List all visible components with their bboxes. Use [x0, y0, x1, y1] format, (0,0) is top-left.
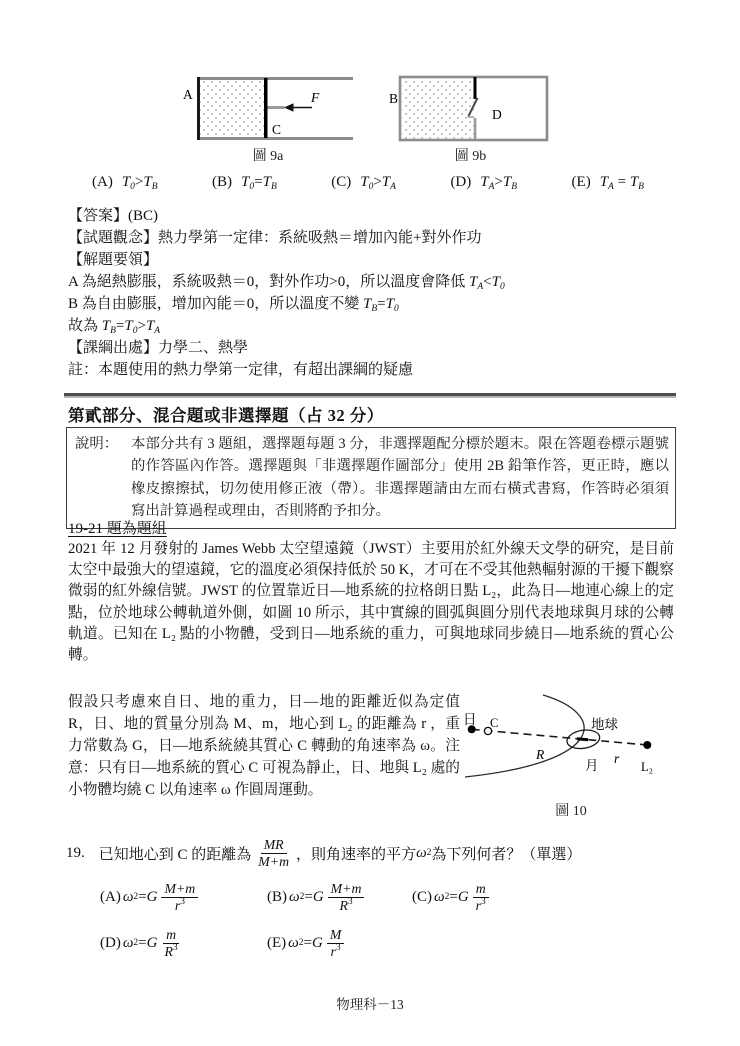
- gas-region-b: [403, 80, 475, 139]
- concept-line: 【試題觀念】熱力學第一定律：系統吸熱＝增加內能+對外作功: [68, 230, 482, 246]
- omega-symbol: ω: [416, 844, 427, 861]
- sun-earth-line: [472, 729, 648, 745]
- piston: [264, 78, 268, 138]
- q19-option-a: (A) ω 2 = G $\frac{M+m}{r^3}$: [100, 876, 202, 918]
- figure-9b-drawing: [388, 72, 553, 144]
- instruction-text: 本部分共有 3 題組，選擇題每題 3 分，非選擇題配分標於題末。限在答題卷標示題號的作答區內作答。選擇題與「非選擇題作圖部分」使用 2B 鉛筆作答，更正時，應以橡皮擦擦拭，切勿使用修正液（帶）。非選擇題請由左而右橫式書寫，作答時必須須寫出計算過程或理由，否則將酌予扣分。: [131, 436, 669, 519]
- label-distance-R: R: [536, 747, 545, 762]
- force-arrow-head: [284, 103, 294, 112]
- q9-options-row: [92, 174, 644, 191]
- l2-dot: [643, 741, 651, 749]
- partition-top: [474, 77, 477, 99]
- figure-9b: [388, 72, 553, 149]
- key-points-header: 【解題要領】: [68, 252, 159, 268]
- solution-line-a: A 為絕熱膨脹，系統吸熱＝0，對外作功>0，所以溫度會降低 $T_A<T_0$: [68, 274, 505, 292]
- label-earth: 地球: [591, 717, 618, 732]
- question-19-text-mid: ，則角速率的平方: [296, 846, 417, 863]
- label-sun: 日: [463, 712, 477, 727]
- gas-region-a: [200, 80, 264, 137]
- figure-9b-caption: 圖 9b: [454, 149, 487, 164]
- solution-conclusion: 故為 $T_B=T_0>T_A$: [68, 318, 161, 336]
- q19-option-b: (B) ω 2 = G $\frac{M+m}{R^3}$: [267, 876, 368, 918]
- figure-10-caption: 圖 10: [555, 804, 587, 819]
- answer-line: 【答案】(BC): [68, 208, 159, 224]
- partition-bottom: [474, 118, 477, 139]
- cylinder-left-wall: [197, 77, 200, 140]
- instruction-box: [66, 427, 676, 529]
- question-19-text-pre: 已知地心到 C 的距離為: [98, 846, 252, 863]
- figure-9a-drawing: [178, 72, 358, 144]
- label-l2: L₂: [641, 760, 653, 774]
- label-distance-r: r: [614, 751, 620, 766]
- q9-option-e: (E) $T_A = T_B$: [571, 174, 644, 192]
- note-line: 註：本題使用的熱力學第一定律，有超出課綱的疑慮: [68, 362, 414, 378]
- group-paragraph-1: 2021 年 12 月發射的 James Webb 太空望遠鏡（JWST）主要用於紅外線天文學的研究，是目前太空中最強大的望遠鏡，它的溫度必須保持低於 50 K，才可在不受其他熱輻射源的干擾下觀察微弱的紅外線信號。JWST 的位置靠近日—地系統的拉格朗日點 L₂，此為日—地連心線上的定點，位於地球公轉軌道外側，如圖 10 所示，其中實線的圓弧與圓分別代表地球與月球的公轉軌道。已知在 L₂ 點的小物體，受到日—地系統的重力，可與地球同步繞日—地系統的質心公轉。: [68, 541, 674, 664]
- section-2-title: 第貳部分、混合題或非選擇題（占 32 分）: [68, 406, 384, 425]
- label-f: F: [311, 90, 320, 105]
- figure-10-drawing: [452, 686, 690, 798]
- q9-option-d: (D) $T_A>T_B$: [450, 174, 518, 192]
- earth-orbit-arc: [465, 695, 584, 777]
- curriculum-line: 【課綱出處】力學二、熱學: [68, 340, 249, 356]
- earth-dash: [577, 739, 588, 740]
- q19-option-e: (E) ω 2 = G $\frac{M}{r^3}$: [267, 922, 348, 964]
- solution-block: [68, 205, 674, 381]
- question-19: 19. 已知地心到 C 的距離為 $\frac{MR}{M+m}$ ，則角速率的平方 ω 2 為下列何者？（單選）: [66, 836, 582, 869]
- q9-option-c: (C) $T_0>T_A$: [331, 174, 396, 192]
- label-b: B: [389, 91, 399, 106]
- q19-option-c: (C) ω 2 = G $\frac{m}{r^3}$: [412, 876, 493, 918]
- label-moon: 月: [585, 758, 599, 773]
- question-19-number: 19.: [66, 844, 85, 861]
- figure-9a: [178, 72, 358, 149]
- figure-9a-caption: 圖 9a: [252, 149, 284, 164]
- q9-option-a: (A) $T_0>T_B$: [92, 174, 158, 192]
- question-19-text-post: 為下列何者？（單選）: [431, 846, 582, 863]
- piston-rod: [268, 106, 285, 109]
- figure-10: [452, 686, 690, 798]
- page-footer: 物理科－13: [336, 997, 404, 1012]
- question-group-heading: 19-21 題為題組: [68, 521, 167, 537]
- q19-option-d: (D) ω 2 = G $\frac{m}{R^3}$: [100, 926, 178, 959]
- label-d: D: [492, 107, 502, 122]
- group-paragraph-2: 假設只考慮來自日、地的重力，日—地的距離近似為定值 R，日、地的質量分別為 M、m，地心到 L₂ 的距離為 r ，重力常數為 G，日—地系統繞其質心 C 轉動的角速率為 ω。注意：只有日—地系統的質心 C 可視為靜止，日、地與 L₂ 處的小物體均繞 C 以角速率 ω 作圓周運動。: [68, 694, 460, 798]
- section-divider: [64, 393, 676, 398]
- cylinder-bottom-wall: [197, 137, 353, 140]
- instruction-label: 說明：: [75, 436, 119, 452]
- label-c: C: [272, 122, 282, 137]
- distance-fraction: $\frac{MR}{M+m}$: [258, 836, 290, 869]
- label-center-c: C: [490, 716, 499, 730]
- q9-option-b: (B) $T_0=T_B$: [212, 174, 277, 192]
- solution-line-b: B 為自由膨脹，增加內能＝0，所以溫度不變 $T_B=T_0$: [68, 296, 399, 314]
- cylinder-top-wall: [197, 77, 353, 80]
- label-a: A: [183, 87, 193, 102]
